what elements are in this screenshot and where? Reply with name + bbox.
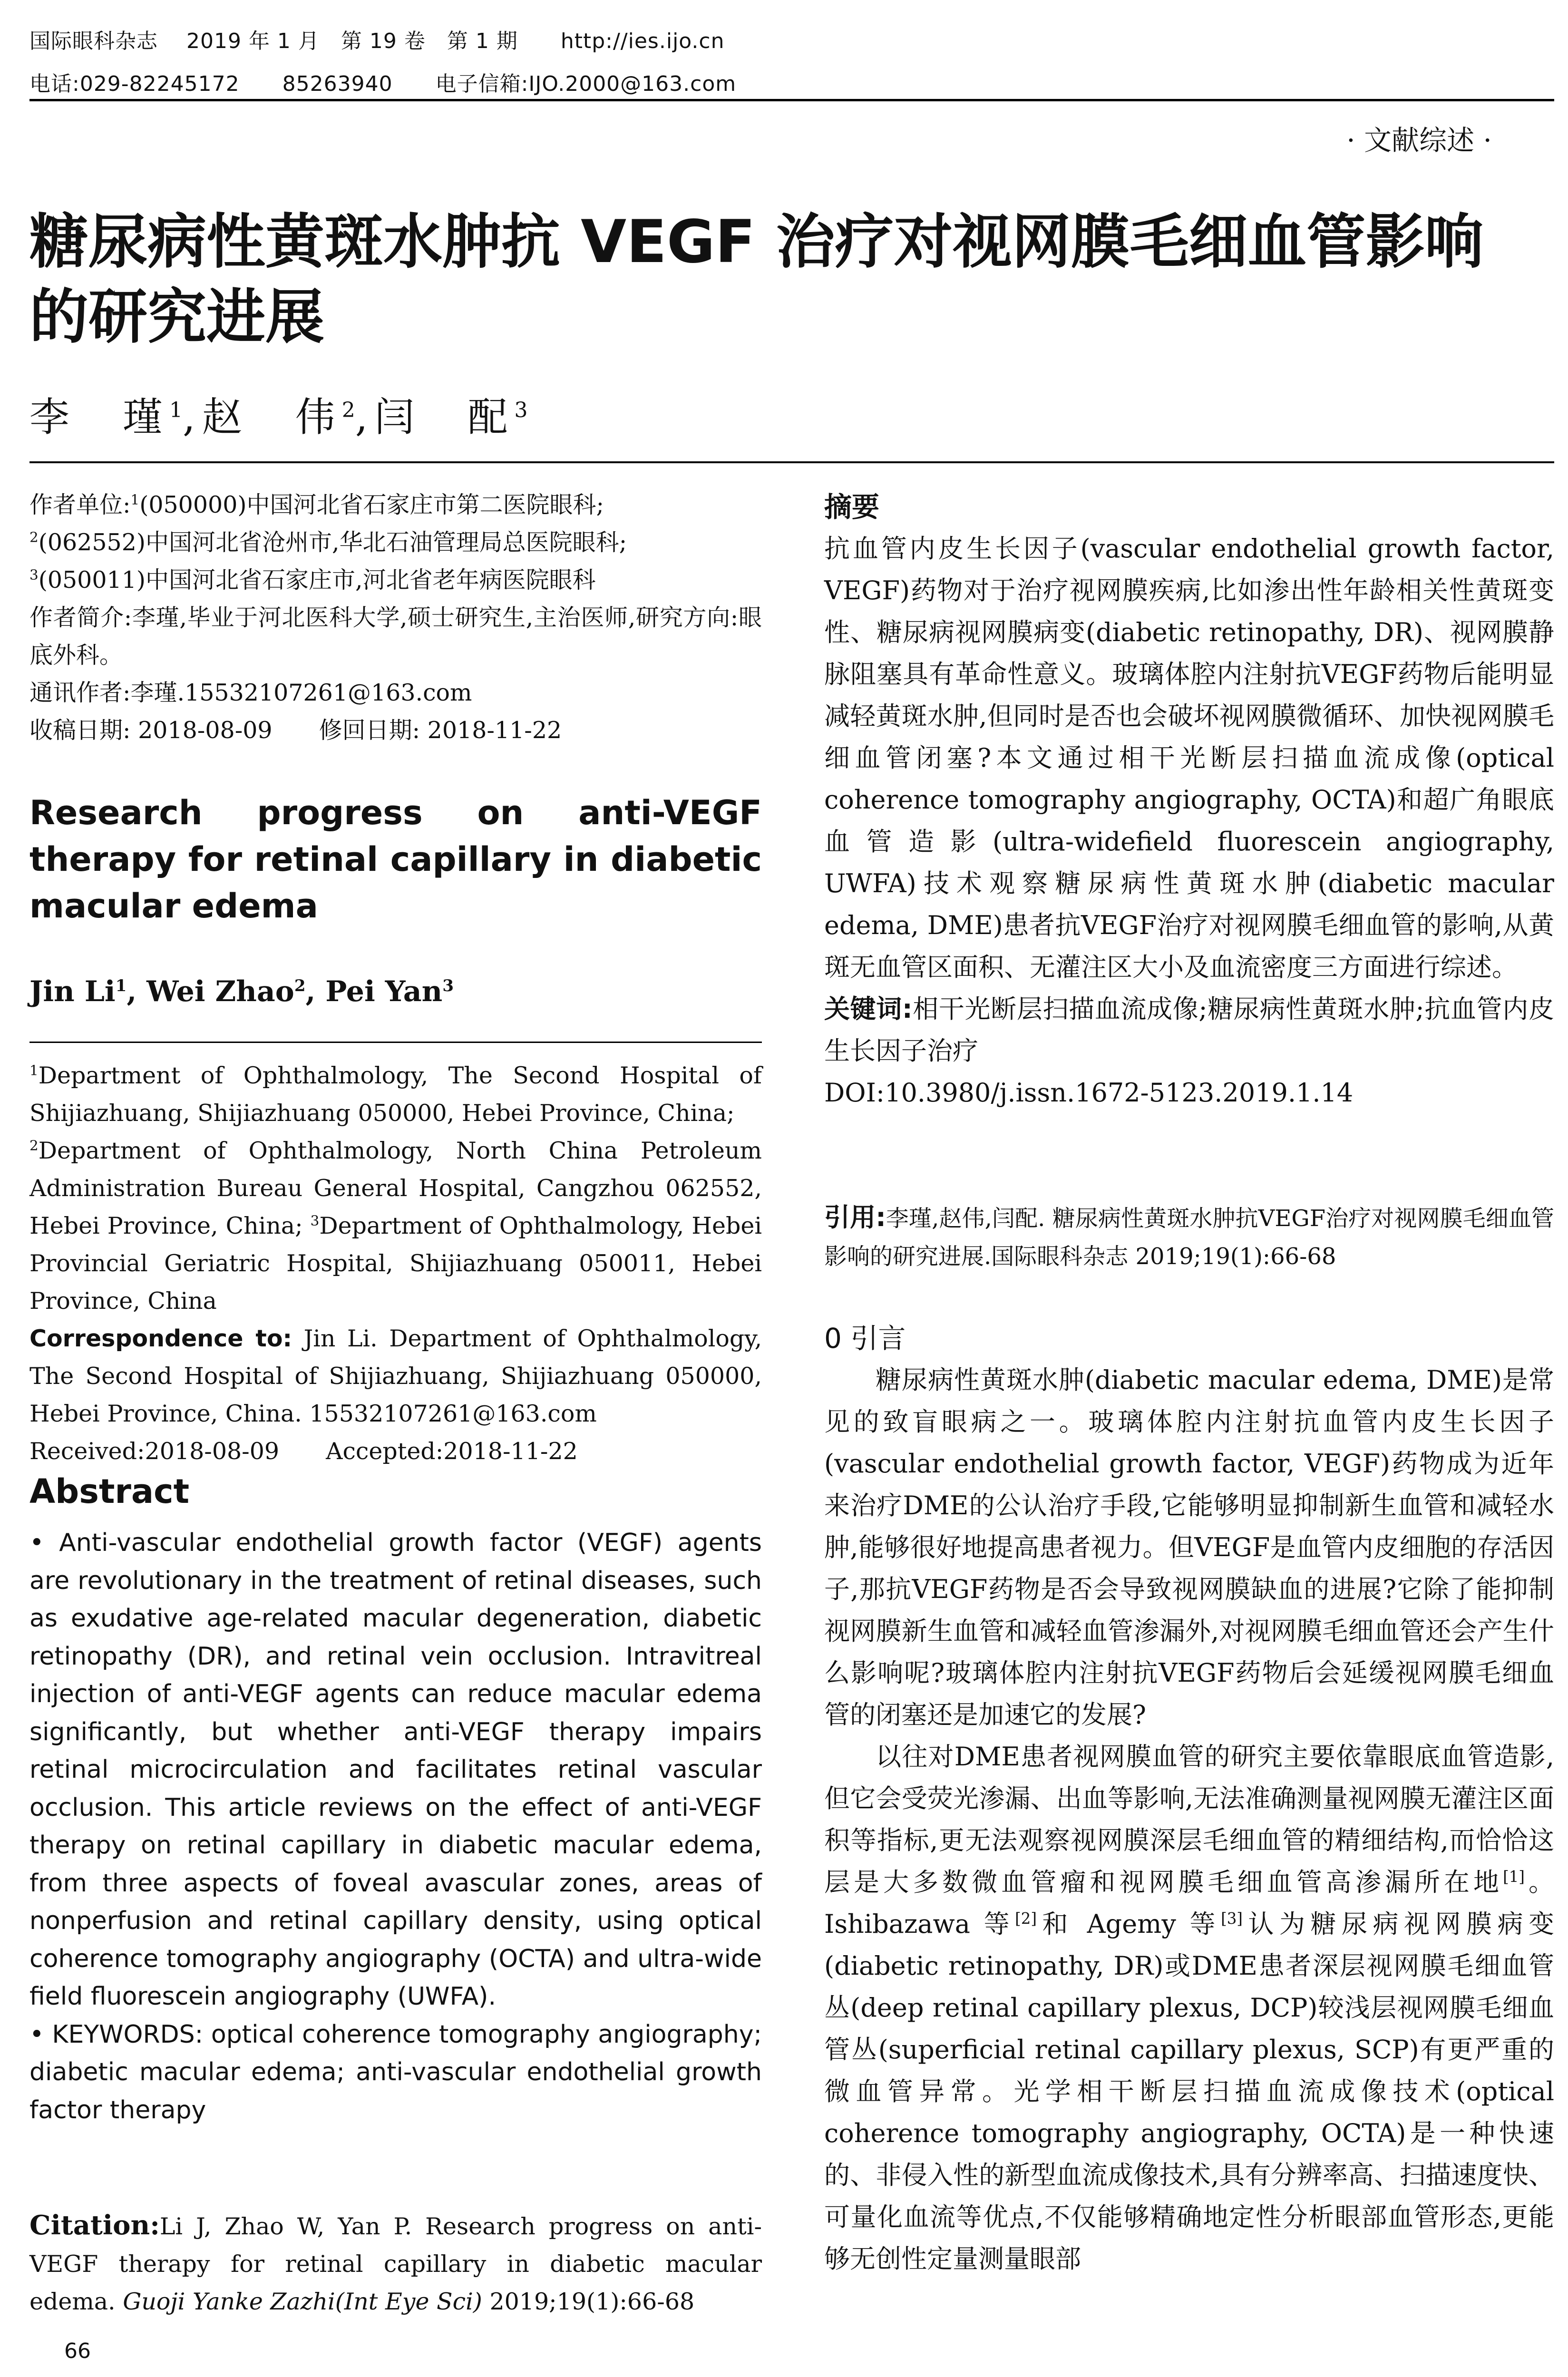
abstract-cn-block [824, 486, 1554, 1114]
affil-sup: 3 [29, 566, 39, 583]
correspondence-label: Correspondence to: [29, 1325, 292, 1352]
intro-paragraph-1: 糖尿病性黄斑水肿(diabetic macular edema, DME)是常见的致盲眼病之一。玻璃体腔内注射抗血管内皮生长因子(vascular endothelial growth factor, VEGF)药物成为近年来治疗DME的公认治疗手段,它能够明显抑制新生血管和减轻水肿,能够很好地提高患者视力。但VEGF是血管内皮细胞的存活因子,那抗VEGF药物是否会导致视网膜缺血的进展?它除了能抑制视网膜新生血管和减轻血管渗漏外,对视网膜毛细血管还会产生什么影响呢?玻璃体腔内注射抗VEGF药物后会延缓视网膜毛细血管的闭塞还是加速它的发展? [824, 1365, 1554, 1730]
affil-text: Department of Ophthalmology, The Second Hospital of Shijiazhuang, Shijiazhuang 050000, Hebei Province, China; [29, 1062, 762, 1127]
authors-rule [29, 461, 1554, 463]
author-cn-2: 赵 伟 [202, 394, 342, 440]
journal-header-line2: 电话:029-82245172 85263940 电子信箱:IJO.2000@163.com [29, 72, 737, 96]
affiliations-cn [29, 486, 762, 749]
intro-text: 和 Agemy 等 [1036, 1909, 1221, 1939]
author-cn-1: 李 瑾 [29, 394, 170, 440]
keywords-cn-label: 关键词: [824, 994, 913, 1024]
citation-en-text [29, 2207, 762, 2320]
en-author-sup: 1 [115, 976, 127, 995]
author-cn-3: 闫 配 [374, 394, 515, 440]
en-author-2: Wei Zhao [146, 975, 294, 1008]
en-author-1: Jin Li [29, 975, 116, 1008]
affil-sup: 2 [29, 529, 39, 546]
cite-cn-label: 引用: [824, 1202, 886, 1232]
affiliation-en-2 [29, 1132, 762, 1320]
dates-en: Received:2018-08-09 Accepted:2018-11-22 [29, 1438, 578, 1465]
page-number: 66 [64, 2339, 91, 2363]
intro-text: 以往对DME患者视网膜血管的研究主要依靠眼底血管造影,但它会受荧光渗漏、出血等影响,无法准确测量视网膜无灌注区面积等指标,更无法观察视网膜深层毛细血管的精细结构,而恰恰这层是大多数微血管瘤和视网膜毛细血管高渗漏所在地 [824, 1742, 1554, 1897]
dates-cn: 收稿日期: 2018-08-09 修回日期: 2018-11-22 [29, 717, 562, 744]
en-authors: Jin Li$^1$, Wei Zhao$^2$, Pei Yan$^3$ [29, 975, 454, 1008]
affiliation-cn-2 [29, 524, 762, 561]
abstract-cn-text: 抗血管内皮生长因子(vascular endothelial growth factor, VEGF)药物对于治疗视网膜疾病,比如渗出性年龄相关性黄斑变性、糖尿病视网膜病变(diabetic retinopathy, DR)、视网膜静脉阻塞具有革命性意义。玻璃体腔内注射抗VEGF药物后能明显减轻黄斑水肿,但同时是否也会破坏视网膜微循环、加快视网膜毛细血管闭塞?本文通过相干光断层扫描血流成像(optical coherence tomography angiography, OCTA)和超广角眼底血管造影(ultra-widefield fluorescein angiography, UWFA)技术观察糖尿病性黄斑水肿(diabetic macular edema, DME)患者抗VEGF治疗对视网膜毛细血管的影响,从黄斑无血管区面积、无灌注区大小及血流密度三方面进行综述。 [824, 534, 1554, 982]
intro-paragraph-2 [824, 1736, 1554, 2280]
affiliation-cn-3 [29, 561, 762, 599]
citation-journal: Guoji Yanke Zazhi(Int Eye Sci) [123, 2288, 482, 2315]
author-cn-1-sup: 1 [169, 398, 183, 422]
affil-text: (050000)中国河北省石家庄市第二医院眼科; [139, 491, 604, 518]
author-cn-2-sup: 2 [341, 398, 355, 422]
intro-heading: 0 引言 [824, 1322, 906, 1354]
affil-sup: 1 [29, 1062, 39, 1079]
affil-sup: 2 [29, 1137, 39, 1154]
affiliation-en-1 [29, 1057, 762, 1132]
correspondence-cn: 通讯作者:李瑾.15532107261@163.com [29, 679, 472, 706]
en-author-sup: 2 [294, 976, 306, 995]
abstract-text: • Anti-vascular endothelial growth factor (VEGF) agents are revolutionary in the treatment of retinal diseases, such as exudative age-related macular degeneration, diabetic retinopathy (DR), and retinal vein occlusion. Intravitreal injection of anti-VEGF agents can reduce macular edema significantly, but whether anti-VEGF therapy impairs retinal microcirculation and facilitates retinal vascular occlusion. This article reviews on the effect of anti-VEGF therapy on retinal capillary in diabetic macular edema, from three aspects of foveal avascular zones, areas of nonperfusion and retinal capillary density, using optical coherence tomography angiography (OCTA) and ultra-wide field fluorescein angiography (UWFA). [29, 1524, 762, 2016]
citation-en [29, 2207, 762, 2320]
intro-block [824, 1317, 1554, 2280]
reference-link[interactable]: [1] [1503, 1868, 1525, 1886]
cite-cn [824, 1198, 1554, 1276]
reference-link[interactable]: [3] [1221, 1909, 1243, 1928]
intro-text: 认为糖尿病视网膜病变(diabetic retinopathy, DR)或DME患者深层视网膜毛细血管丛(deep retinal capillary plexus, DCP)较浅层视网膜毛细血管丛(superficial retinal capillary plexus, SCP)有更严重的微血管异常。光学相干断层扫描血流成像技术(optical coherence tomography angiography, OCTA)是一种快速的、非侵入性的新型血流成像技术,具有分辨率高、扫描速度快、可量化血流等优点,不仅能够精确地定性分析眼部血管形态,更能够无创性定量测量眼部 [824, 1909, 1554, 2274]
page-title: 糖尿病性黄斑水肿抗 VEGF 治疗对视网膜毛细血管影响的研究进展 [29, 208, 1484, 351]
affil-sup: 1 [130, 491, 140, 508]
section-tag: · 文献综述 · [1346, 124, 1492, 156]
citation-label: Citation: [29, 2210, 160, 2241]
abstract-heading: Abstract [29, 1472, 190, 1511]
reference-link[interactable]: [2] [1015, 1909, 1037, 1928]
doi: DOI:10.3980/j.issn.1672-5123.2019.1.14 [824, 1078, 1354, 1108]
journal-header-line1: 国际眼科杂志 2019 年 1 月 第 19 卷 第 1 期 http://ies.ijo.cn [29, 29, 725, 53]
affil-text: (062552)中国河北省沧州市,华北石油管理局总医院眼科; [38, 529, 627, 556]
affil-sup: 3 [310, 1212, 320, 1229]
author-sep: , [355, 394, 375, 440]
keywords-cn-text: 相干光断层扫描血流成像;糖尿病性黄斑水肿;抗血管内皮生长因子治疗 [824, 994, 1554, 1066]
citation-part: 2019;19(1):66-68 [489, 2288, 695, 2315]
affil-prefix: 作者单位: [29, 491, 131, 518]
affiliation-cn-1 [29, 486, 762, 524]
en-author-3: Pei Yan [325, 975, 443, 1008]
affiliations-en [29, 1057, 762, 1470]
author-cn-3-sup: 3 [514, 398, 528, 422]
abstract-cn-heading: 摘要 [824, 491, 880, 523]
affil-text: Department of Ophthalmology, Hebei Provincial Geriatric Hospital, Shijiazhuang 050011, Hebei Province, China [29, 1212, 762, 1315]
authors-cn [29, 385, 527, 443]
header-rule [29, 99, 1554, 101]
correspondence-en [29, 1320, 762, 1432]
affil-text: (050011)中国河北省石家庄市,河北省老年病医院眼科 [38, 566, 596, 594]
cite-cn-block [824, 1198, 1554, 1276]
cite-cn-text: 李瑾,赵伟,闫配. 糖尿病性黄斑水肿抗VEGF治疗对视网膜毛细血管影响的研究进展.国际眼科杂志 2019;19(1):66-68 [824, 1205, 1554, 1270]
author-sep: , [183, 394, 202, 440]
correspondence-text: Jin Li. Department of Ophthalmology, The Second Hospital of Shijiazhuang, Shijiazhuang 050000, Hebei Province, China. 15532107261@163.com [29, 1325, 762, 1427]
en-title: Research progress on anti-VEGF therapy for retinal capillary in diabetic macular edema [29, 793, 762, 925]
author-intro: 作者简介:李瑾,毕业于河北医科大学,硕士研究生,主治医师,研究方向:眼底外科。 [29, 604, 762, 669]
keywords-en: • KEYWORDS: optical coherence tomography angiography; diabetic macular edema; anti-vascular endothelial growth factor therapy [29, 2016, 762, 2130]
intro-text: 。Ishibazawa 等 [824, 1867, 1554, 1939]
en-authors-rule [29, 1042, 762, 1043]
affil-text: Department of Ophthalmology, North China Petroleum Administration Bureau General Hospital, Cangzhou 062552, Hebei Province, China; [29, 1137, 762, 1239]
citation-part: Li J, Zhao W, Yan P. Research progress on anti-VEGF therapy for retinal capillary in diabetic macular edema. [29, 2213, 762, 2315]
en-author-sup: 3 [442, 976, 454, 995]
abstract-body [29, 1524, 762, 2129]
keywords-cn [824, 988, 1554, 1072]
